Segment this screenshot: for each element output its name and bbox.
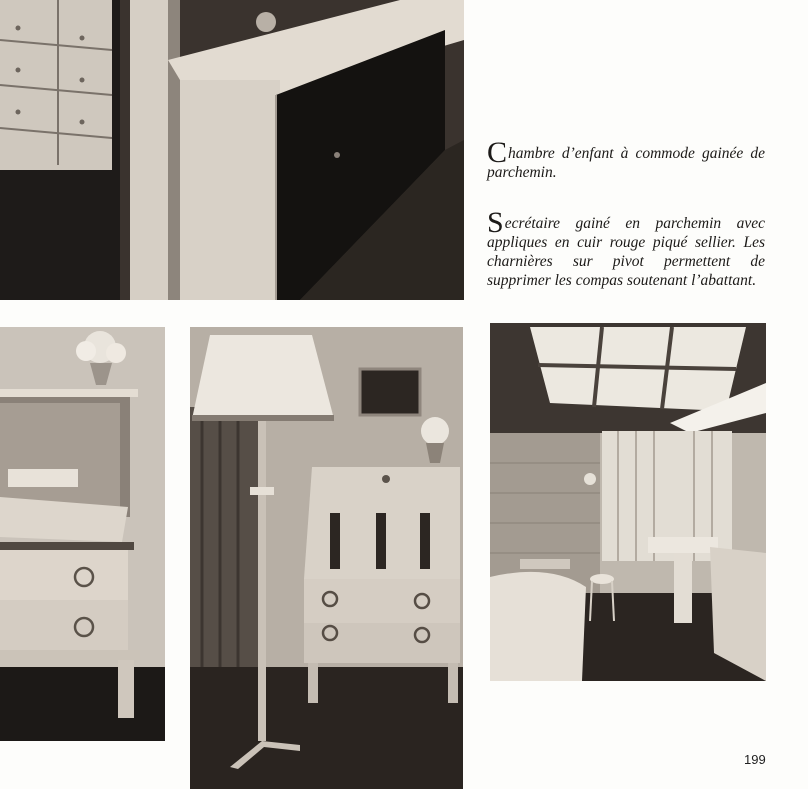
photo-secretaire-lampadaire: [190, 327, 463, 789]
caption-secretaire-text: ecrétaire gainé en parchemin avec appliques en cuir rouge piqué sellier. Les charnières sur pivot permettent de supprimer les compas soutenant l’abattant.: [487, 215, 765, 289]
photo-salle-de-bain-image: [490, 323, 766, 681]
caption-secretaire: [487, 206, 765, 290]
caption-chambre-enfant: [487, 136, 765, 182]
caption-chambre-enfant-initial: C: [487, 136, 508, 169]
photo-secretaire-ouvert-image: [0, 327, 165, 741]
photo-secretaire-ouvert: [0, 327, 165, 741]
photo-chambre-enfant-image: [0, 0, 464, 300]
photo-secretaire-lampadaire-image: [190, 327, 463, 789]
photo-salle-de-bain: [490, 323, 766, 681]
caption-chambre-enfant-text: hambre d’enfant à commode gainée de parchemin.: [487, 145, 765, 181]
page-number: 199: [744, 752, 766, 767]
photo-chambre-enfant: [0, 0, 464, 300]
caption-secretaire-initial: S: [487, 206, 504, 239]
